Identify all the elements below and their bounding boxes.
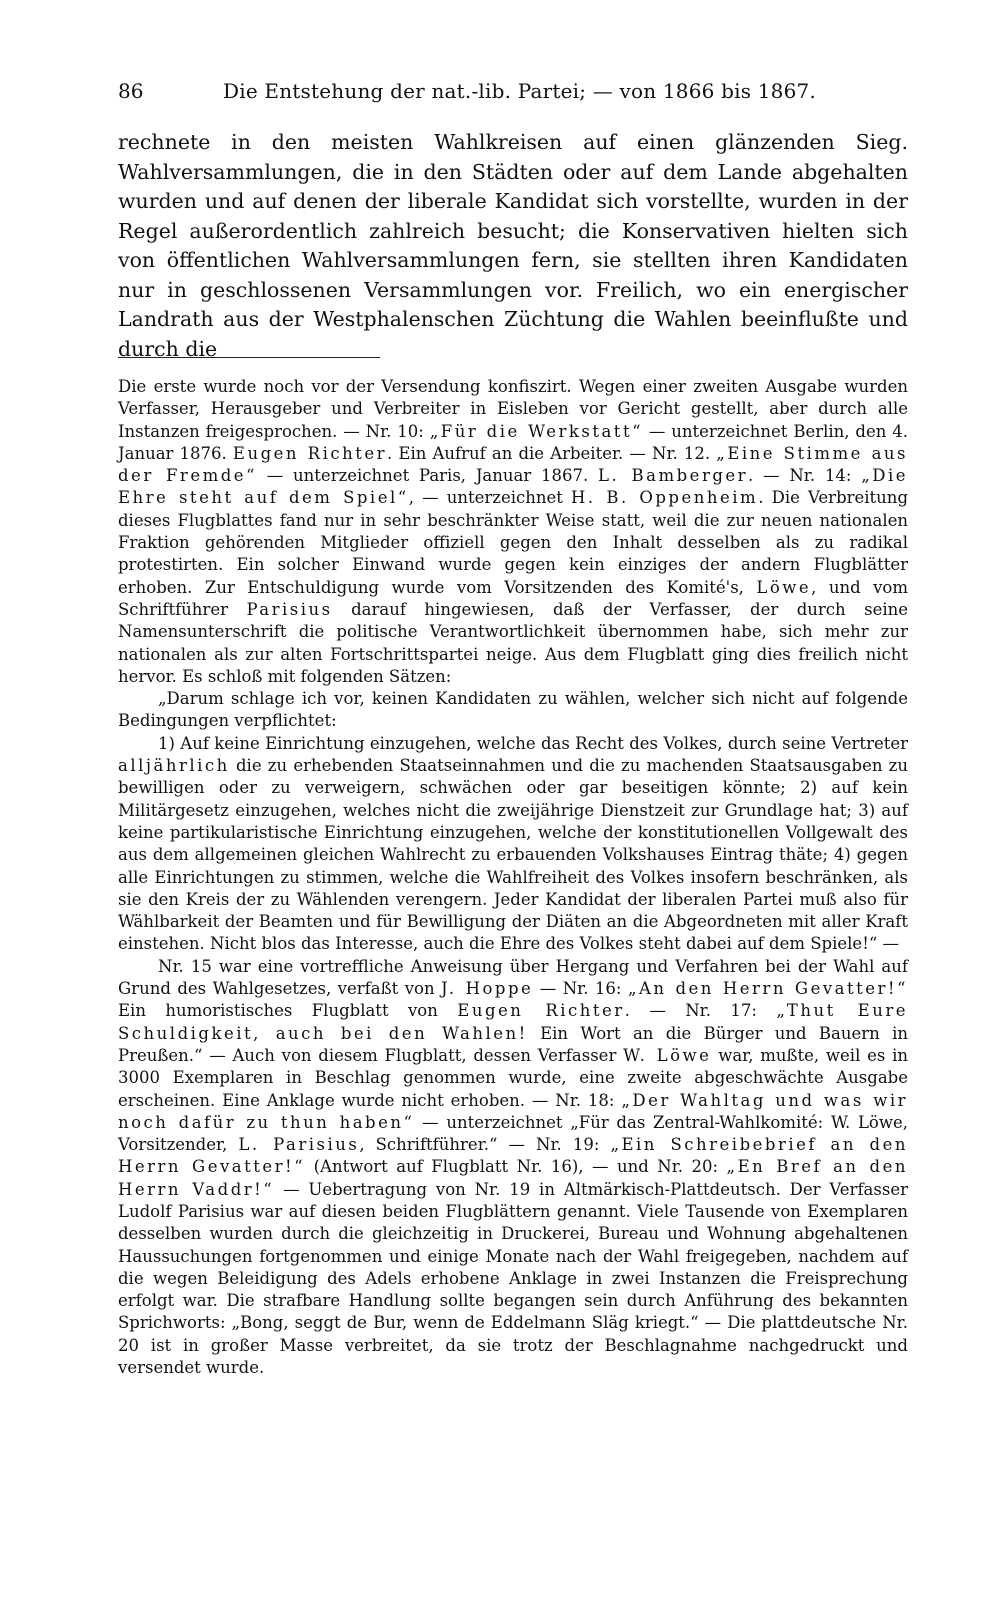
footnote-quote-conditions xyxy=(118,733,908,956)
person-name: W. Löwe xyxy=(623,1045,712,1065)
text-span: Ein humoristisches Flugblatt von xyxy=(118,1001,458,1021)
footnote-quote-intro: „Darum schlage ich vor, keinen Kandidaten zu wählen, welcher sich nicht auf folgende Bedingungen verpflichtet: xyxy=(118,689,908,731)
text-span: Nr. 15 war eine vortreffliche Anweisung über Hergang und Verfahren bei der Wahl auf Grund des Wahlgesetzes, verfaßt von xyxy=(118,956,908,999)
person-name: L. Bamberger xyxy=(598,466,749,486)
footnote-paragraph-1 xyxy=(118,376,908,688)
person-name: H. B. Oppenheim xyxy=(571,488,759,508)
leaflet-title: „Eine Stimme aus der Fremde“ xyxy=(118,443,909,486)
page-header xyxy=(118,76,908,106)
text-span: Ein Wort an die Bürger und Bauern in Preußen.“ — Auch von diesem Flugblatt, dessen Verfasser xyxy=(118,1023,908,1065)
running-title: Die Entstehung der nat.-lib. Partei; — von 1866 bis 1867. xyxy=(223,79,816,103)
text-span: Die erste wurde noch vor der Versendung konfiszirt. Wegen einer zweiten Ausgabe wurden Verfasser, Herausgeber und Verbreiter in Eisleben vor Gericht gestellt, aber durch alle Instanzen freigesprochen. — Nr. 10: xyxy=(118,377,908,441)
leaflet-title: „En Bref an den Herrn Vaddr!“ xyxy=(118,1157,908,1199)
leaflet-title: „Für die Werkstatt“ xyxy=(429,421,644,441)
leaflet-title: „Ein Schreibebrief an den Herrn Gevatter!“ xyxy=(118,1135,908,1177)
person-name: Eugen Richter xyxy=(232,443,388,463)
text-span: . — Nr. 17: xyxy=(624,1001,777,1021)
page-number: 86 xyxy=(118,79,144,103)
person-name: Parisius xyxy=(246,599,333,619)
leaflet-title: „Thut Eure Schuldigkeit, auch bei den Wahlen! xyxy=(118,1001,908,1043)
leaflet-title: „Die Ehre steht auf dem Spiel“ xyxy=(118,466,909,508)
text-span: 1) Auf keine Einrichtung einzugehen, welche das Recht des Volkes, durch seine Vertreter xyxy=(158,733,908,753)
person-name: Löwe xyxy=(756,577,812,597)
text-span: . — Nr. 14: xyxy=(748,466,862,486)
text-span: (Antwort auf Flugblatt Nr. 16), — und Nr. 20: xyxy=(305,1157,727,1177)
person-name: Eugen Richter xyxy=(457,1001,625,1021)
footnote-separator xyxy=(118,357,380,358)
text-span: , Schriftführer.“ — Nr. 19: xyxy=(359,1135,611,1155)
text-span: die zu erhebenden Staatseinnahmen und die zu machenden Staatsausgaben zu bewilligen oder zu verweigern, schwächen oder gar beseitigen könnte; 2) auf kein Militärgesetz einzugehen, welches nicht die zweijährige Dienstzeit zur Grundlage hat; 3) auf keine partikularistische Einrichtung einzugehen, welche der konstitutionellen Vollgewalt des aus dem allgemeinen gleichen Wahlrecht zu erbauenden Volkshauses Eintrag thäte; 4) gegen alle Einrichtungen zu stimmen, welche die Wahlfreiheit des Volkes insofern beschränken, als sie den Kreis der zu Wählenden verengern. Jeder Kandidat der liberalen Partei muß also für Wählbarkeit der Beamten und für Bewilligung der Diäten an die Abgeordneten mit aller Kraft einstehen. Nicht blos das Interesse, auch die Ehre des Volkes steht dabei auf dem Spiele!“ — xyxy=(118,756,908,954)
text-span: — Nr. 16: xyxy=(533,979,628,999)
emphasis: alljährlich xyxy=(118,756,230,776)
footnote-paragraph-2 xyxy=(118,956,908,1380)
text-span: — unterzeichnet „Für das Zentral-Wahlkomité: W. Löwe, Vorsitzender, xyxy=(118,1112,908,1155)
text-span: . Die Verbreitung dieses Flugblattes fand nur in sehr beschränkter Weise statt, weil die zur neuen nationalen Fraktion gehörenden Mitglieder offiziell gegen den Inhalt desselben als zu radikal protestirten. Ein solcher Einwand wurde gegen kein einziges der andern Flugblätter erhoben. Zur Entschuldigung wurde vom Vorsitzenden des Komité's, xyxy=(118,488,909,597)
text-span: — unterzeichnet Paris, Januar 1867. xyxy=(257,466,599,486)
text-span: darauf hingewiesen, daß der Verfasser, der durch seine Namensunterschrift die politische Verantwortlichkeit übernommen habe, sich mehr zur nationalen als zur alten Fortschrittspartei neige. Aus dem Flugblatt ging dies freilich nicht hervor. Es schloß mit folgenden Sätzen: xyxy=(118,599,909,686)
text-span: — unterzeichnet Berlin, den 4. Januar 1876. xyxy=(118,421,908,463)
text-span: . Ein Aufruf an die Arbeiter. — Nr. 12. xyxy=(387,443,717,463)
text-span: , — unterzeichnet xyxy=(408,488,572,508)
person-name: L. Parisius xyxy=(238,1135,360,1155)
leaflet-title: „Der Wahltag und was wir noch dafür zu thun haben“ xyxy=(118,1090,909,1132)
text-span: — Uebertragung von Nr. 19 in Altmärkisch-Plattdeutsch. Der Verfasser Ludolf Parisius war auf diesen beiden Flugblättern genannt. Viele Tausende von Exemplaren desselben wurden durch die gleichzeitig in Druckerei, Bureau und Wohnung abgehaltenen Haussuchungen fortgenommen und einige Monate nach der Wahl freigegeben, nachdem auf die wegen Beleidigung des Adels erhobene Anklage in zwei Instanzen die Freisprechung erfolgt war. Die strafbare Handlung sollte begangen sein durch Anführung des bekannten Sprichworts: „Bong, seggt de Bur, wenn de Eddelmann Släg kriegt.“ — Die plattdeutsche Nr. 20 ist in großer Masse verbreitet, da sie trotz der Beschlagnahme nachgedruckt und versendet wurde. xyxy=(118,1179,908,1378)
footnotes xyxy=(118,376,908,1379)
person-name: J. Hoppe xyxy=(441,979,534,999)
main-paragraph: rechnete in den meisten Wahlkreisen auf einen glänzenden Sieg. Wahlversammlungen, die in den Städten oder auf dem Lande abgehalten wurden und auf denen der liberale Kandidat sich vorstellte, wurden in der Regel außerordentlich zahlreich besucht; die Konservativen hielten sich von öffentlichen Wahlversammlungen fern, sie stellten ihren Kandidaten nur in geschlossenen Versammlungen vor. Freilich, wo ein energischer Landrath aus der Westphalenschen Züchtung die Wahlen beeinflußte und durch die xyxy=(118,130,908,361)
leaflet-title: „An den Herrn Gevatter!“ xyxy=(627,979,908,999)
text-span: war, mußte, weil es in 3000 Exemplaren in Beschlag genommen wurde, eine zweite abgeschwächte Ausgabe erscheinen. Eine Anklage wurde nicht erhoben. — Nr. 18: xyxy=(118,1045,908,1110)
text-span: , und vom Schriftführer xyxy=(118,577,909,619)
